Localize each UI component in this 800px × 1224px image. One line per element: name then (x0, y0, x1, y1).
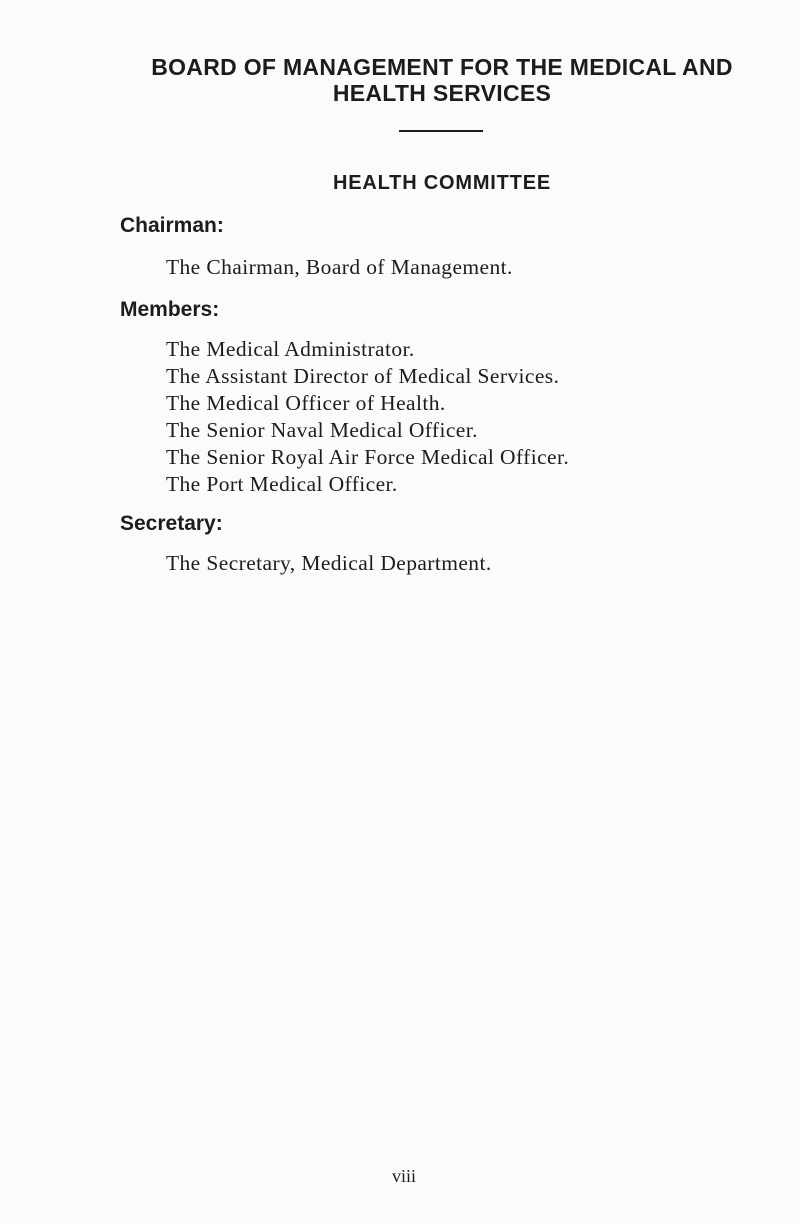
title-divider (399, 130, 483, 132)
board-title-line-1: BOARD OF MANAGEMENT FOR THE MEDICAL AND (151, 54, 733, 80)
member-entry-4: The Senior Naval Medical Officer. (166, 418, 478, 442)
member-entry-5: The Senior Royal Air Force Medical Officer. (166, 445, 570, 469)
member-entry-6: The Port Medical Officer. (166, 472, 398, 496)
committee-title: HEALTH COMMITTEE (333, 172, 551, 194)
chairman-entry: The Chairman, Board of Management. (166, 255, 513, 279)
member-entry-1: The Medical Administrator. (166, 337, 415, 361)
member-entry-3: The Medical Officer of Health. (166, 391, 446, 415)
board-title (0, 54, 800, 106)
chairman-heading: Chairman: (120, 214, 224, 237)
board-title-line-2: HEALTH SERVICES (332, 80, 552, 106)
member-entry-2: The Assistant Director of Medical Services. (166, 364, 560, 388)
members-heading: Members: (120, 298, 220, 321)
page-number: viii (392, 1166, 417, 1186)
secretary-heading: Secretary: (120, 512, 223, 535)
secretary-entry: The Secretary, Medical Department. (166, 551, 492, 575)
